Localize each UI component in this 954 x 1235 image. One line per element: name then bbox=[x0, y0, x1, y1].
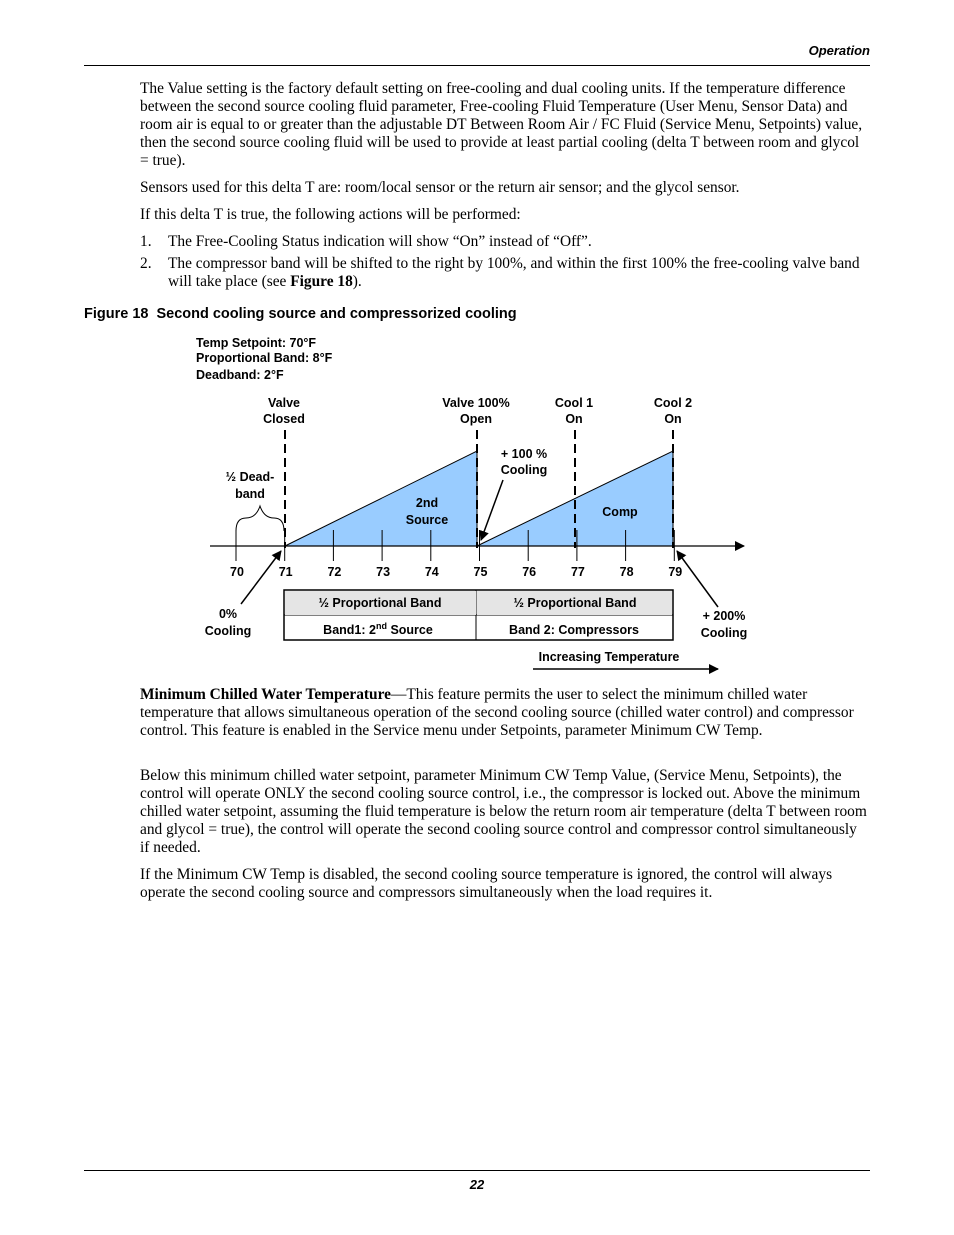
valve-open-label-1: Valve 100% bbox=[442, 396, 510, 410]
list-item-text-end: ). bbox=[352, 273, 362, 290]
paragraph-disabled bbox=[140, 866, 868, 902]
list-number: 2. bbox=[140, 255, 152, 272]
axis-tick-label: 72 bbox=[327, 565, 342, 579]
list-item-text: The Free-Cooling Status indication will show “On” instead of “Off”. bbox=[168, 233, 592, 250]
param-deadband: Deadband: 2°F bbox=[196, 368, 284, 382]
deadband-brace bbox=[236, 506, 284, 531]
cool2-label-1: Cool 2 bbox=[653, 396, 693, 410]
cool1-label-1: Cool 1 bbox=[554, 396, 594, 410]
source-band-triangle bbox=[285, 451, 477, 546]
plus200-label-1: + 200% bbox=[702, 609, 746, 623]
source-region-label-1: 2nd bbox=[415, 496, 439, 510]
paragraph-text: If the Minimum CW Temp is disabled, the second cooling source temperature is ignored, the control will always operate the second cooling source and compressors simultaneously when the load requires it. bbox=[140, 866, 833, 901]
axis-tick-labels bbox=[230, 565, 682, 579]
list-item-text: The compressor band will be shifted to the right by 100%, and within the first 100% the free-cooling valve band will take place (see bbox=[168, 255, 860, 290]
axis-tick-label: 79 bbox=[668, 565, 683, 579]
paragraph-text: Sensors used for this delta T are: room/local sensor or the return air sensor; and the glycol sensor. bbox=[140, 179, 740, 196]
term-heading: Minimum Chilled Water Temperature bbox=[140, 686, 391, 703]
param-proportional-band: Proportional Band: 8°F bbox=[196, 351, 333, 365]
zero-cooling-label-2: Cooling bbox=[204, 624, 252, 638]
axis-tick-label: 77 bbox=[570, 565, 585, 579]
axis-tick-label: 76 bbox=[522, 565, 537, 579]
page-number: 22 bbox=[469, 1177, 485, 1192]
valve-open-label-2: Open bbox=[460, 412, 492, 426]
zero-cooling-arrow bbox=[241, 551, 281, 604]
paragraph-min-cw-temp bbox=[140, 686, 868, 740]
cool2-label-2: On bbox=[664, 412, 682, 426]
band1-label bbox=[323, 621, 433, 637]
half-deadband-label-2: band bbox=[235, 487, 265, 501]
axis-tick-label: 75 bbox=[473, 565, 488, 579]
axis-tick-label: 73 bbox=[376, 565, 391, 579]
paragraph-text: The Value setting is the factory default setting on free-cooling and dual cooling units. If the temperature difference between the second source cooling fluid parameter, Free-cooling Fluid Temperature (User Menu, Sensor Data) and room air is equal to or greater than the adjustable DT Between Room Air / FC Fluid (Service Menu, Setpoints) value, then the second source cooling fluid will be used to provide at least partial cooling (delta T between room and glycol = true). bbox=[140, 80, 863, 169]
param-setpoint: Temp Setpoint: 70°F bbox=[196, 336, 317, 350]
source-region-label-2: Source bbox=[405, 513, 449, 527]
paragraph-text: Below this minimum chilled water setpoint, parameter Minimum CW Temp Value, (Service Menu, Setpoints), the control will operate ONLY the second cooling source control, i.e., the compressor is locked out. Above the minimum chilled water setpoint, assuming the fluid temperature is below the return room air temperature (delta T between room and glycol = true), the control will operate the second cooling source control and compressor control simultaneously if needed. bbox=[140, 767, 867, 856]
half-deadband-label-1: ½ Dead- bbox=[225, 470, 275, 484]
cool1-label-2: On bbox=[565, 412, 583, 426]
increasing-temperature-label: Increasing Temperature bbox=[538, 650, 680, 664]
axis-tick-label: 71 bbox=[278, 565, 293, 579]
plus100-label-1: + 100 % bbox=[500, 447, 548, 461]
footer-rule bbox=[84, 1170, 870, 1171]
section-header: Operation bbox=[808, 43, 870, 58]
band-half2-label: ½ Proportional Band bbox=[513, 596, 637, 610]
valve-closed-label-1: Valve bbox=[268, 396, 300, 410]
paragraph-text: If this delta T is true, the following actions will be performed: bbox=[140, 206, 521, 223]
band1-superscript: nd bbox=[375, 621, 387, 631]
plus100-arrow bbox=[481, 480, 503, 540]
axis-tick-label: 78 bbox=[619, 565, 634, 579]
valve-closed-label-2: Closed bbox=[263, 412, 305, 426]
band-half1-label: ½ Proportional Band bbox=[318, 596, 442, 610]
figure-title: Second cooling source and compressorized cooling bbox=[156, 306, 517, 322]
axis-tick-label: 70 bbox=[230, 565, 244, 579]
figure-number: Figure 18 bbox=[84, 306, 149, 322]
comp-region-label: Comp bbox=[602, 505, 638, 519]
figure-reference: Figure 18 bbox=[290, 273, 353, 290]
zero-cooling-label-1: 0% bbox=[218, 607, 238, 621]
axis-tick-label: 74 bbox=[424, 565, 439, 579]
plus200-label-2: Cooling bbox=[700, 626, 748, 640]
paragraph-below-setpoint bbox=[140, 767, 868, 857]
plus100-label-2: Cooling bbox=[500, 463, 548, 477]
plus200-arrow bbox=[677, 551, 718, 607]
band1-prefix: Band1: 2 bbox=[323, 623, 376, 637]
list-number: 1. bbox=[140, 233, 152, 250]
paragraph-text: —This feature permits the user to select the minimum chilled water temperature that allows simultaneous operation of the second cooling source (chilled water control) and compressor control. This feature is enabled in the Service menu under Setpoints, parameter Minimum CW Temp. bbox=[140, 686, 854, 739]
band2-label: Band 2: Compressors bbox=[509, 623, 639, 637]
band-table bbox=[284, 590, 673, 640]
band1-suffix: Source bbox=[386, 623, 433, 637]
